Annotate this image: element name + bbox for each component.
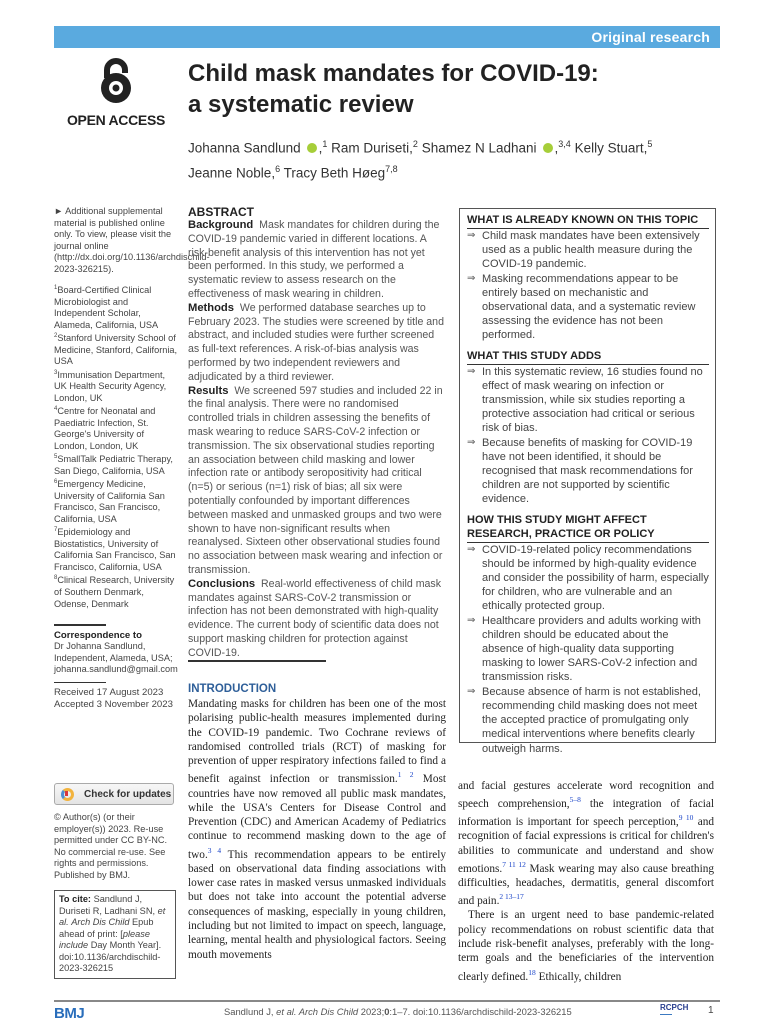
arrow-icon: ⇒: [467, 365, 476, 377]
author[interactable]: Ram Duriseti,: [331, 140, 413, 156]
citation-ref[interactable]: 18: [528, 967, 536, 977]
accepted-date: Accepted 3 November 2023: [54, 699, 173, 710]
key-messages-heading: WHAT IS ALREADY KNOWN ON THIS TOPIC: [467, 213, 709, 229]
divider: [54, 682, 106, 684]
affiliation: $^1$Board-Certified Clinical Microbiologist and Independent Scholar, Alameda, California, USA: [54, 285, 159, 330]
key-message-item: ⇒ Because absence of harm is not established, recommending child masking does not meet the accepted practice of promulgating only medical interventions where benefits clearly outweigh harms.: [467, 685, 701, 755]
author-list: Johanna Sandlund ,$^1$ Ram Duriseti,$^2$ Shamez N Ladhani ,$^{3,4}$ Kelly Stuart,$^5$ Jeanne Noble,$^6$ Tracy Beth Høeg$^{7,8}$: [188, 139, 653, 180]
correspondence-heading: Correspondence to: [54, 629, 142, 641]
citation-ref[interactable]: 7 11 12: [502, 860, 526, 870]
body-paragraph: Mandating masks for children has been one of the most polarising public-health measures implemented during the COVID-19 pandemic. Two Cochrane reviews of randomised controlled trials (RCT) of masking for prevention of upper respiratory infections failed to find a benefit against infection or transmission.$^{1 2}$ Most countries have now removed all public mask mandates, while the USA's Centers for Disease Control and Prevention (CDC) and American Academy of Pediatrics continue to recommend masking down to the age of two.$^{3 4}$ This recommendation appears to be entirely based on observational data finding associations with lower case rates in masked versus unmasked individuals but does not take into account the potential adverse consequences of masking, especially in young children, including but not limited to impact on speech, language, learning, mental health and physiological factors. Seeing mouth movements: [188, 698, 447, 961]
abstract-conclusions: Conclusions Real-world effectiveness of child mask mandates against SARS-CoV-2 transmission or infection has not been demonstrated with high-quality evidence. The current body of scientific data does not support masking children for protection against COVID-19.: [188, 577, 442, 659]
arrow-icon: ⇒: [467, 230, 476, 241]
affiliation: $^4$Centre for Neonatal and Paediatric Infection, St. George's University of London, London, UK: [54, 406, 156, 451]
abstract-heading: ABSTRACT: [188, 205, 254, 219]
citation-ref[interactable]: 1 2: [397, 770, 414, 780]
correspondence-org: Independent, Alameda, USA;: [54, 652, 173, 663]
citation-ref[interactable]: 2 13–17: [499, 892, 524, 902]
citation-ref[interactable]: 9 10: [678, 813, 694, 823]
author[interactable]: Tracy Beth Høeg: [283, 165, 386, 180]
supplemental-note[interactable]: ► Additional supplemental material is published online only. To view, please visit the journal online (http://dx.doi.org/10.1136/archdischild-2023-326215).: [54, 206, 210, 274]
abstract: [188, 205, 446, 661]
correspondence-name: Dr Johanna Sandlund,: [54, 641, 146, 651]
open-access-label: OPEN ACCESS: [66, 112, 166, 128]
orcid-icon[interactable]: [543, 143, 553, 153]
received-date: Received 17 August 2023: [54, 687, 164, 698]
author[interactable]: Shamez N Ladhani: [421, 140, 537, 156]
page-number: 1: [708, 1005, 714, 1016]
copyright-notice: © Author(s) (or their employer(s)) 2023. Re-use permitted under CC BY-NC. No commercial re-use. See rights and permissions. Published by BMJ.: [54, 812, 168, 880]
author[interactable]: Jeanne Noble,: [188, 165, 276, 180]
citation-ref[interactable]: 3 4: [207, 845, 222, 855]
article-sidebar: [54, 206, 210, 711]
arrow-icon: ⇒: [467, 436, 476, 448]
body-column-1: [188, 697, 446, 962]
affiliation: $^5$SmallTalk Pediatric Therapy, San Diego, California, USA: [54, 454, 173, 476]
arrow-icon: ⇒: [467, 272, 476, 284]
bmj-logo: BMJ: [54, 1005, 85, 1022]
key-message-item: ⇒ Healthcare providers and adults working with children should be educated about the absence of high-quality data supporting masking to lower SARS-CoV-2 infection and transmission risks.: [467, 614, 701, 684]
key-message-item: ⇒ Child mask mandates have been extensively used as a public health measure during the COVID-19 pandemic.: [467, 230, 700, 271]
section-label: Original research: [591, 29, 710, 45]
key-message-item: ⇒ Because benefits of masking for COVID-19 have not been identified, it should be recognised that mask recommendations for children are not supported by scientific evidence.: [467, 436, 693, 506]
introduction-heading: INTRODUCTION: [188, 683, 277, 695]
arrow-icon: ⇒: [467, 614, 476, 626]
correspondence-email[interactable]: johanna.sandlund@gmail.com: [54, 664, 178, 674]
divider: [54, 624, 106, 626]
key-message-item: ⇒ COVID-19-related policy recommendations should be informed by high-quality evidence and consider the possibility of harm, especially for children, who are vulnerable and an ethically protected group.: [467, 543, 709, 613]
arrow-icon: ⇒: [467, 685, 476, 697]
affiliation: $^2$Stanford University School of Medicine, Stanford, California, USA: [54, 333, 178, 367]
author[interactable]: Kelly Stuart,: [574, 140, 648, 156]
abstract-methods: Methods We performed database searches up to February 2023. The studies were screened by title and abstract, and included studies were further screened as full-text references. A risk-of-bias analysis was performed by two independent reviewers and adjudicated by a third reviewer.: [188, 301, 444, 383]
body-paragraph: There is an urgent need to base pandemic-related policy recommendations on robust scientific data that include risk-benefit analyses, preferably with the long-term goals and the beneficiaries of the intervention clearly defined.$^{18}$ Ethically, children: [458, 909, 714, 983]
key-message-item: ⇒ In this systematic review, 16 studies found no effect of mask wearing on infection or transmission, while six studies reporting a protective association had critical or serious risk of bias.: [467, 365, 703, 435]
check-for-updates-button[interactable]: Check for updates: [54, 783, 174, 805]
abstract-background: Background Mask mandates for children during the COVID-19 pandemic varied in different locations. A risk-benefit analysis of this intervention has not yet been performed. In this study, we performed a systematic review to assess research on the effectiveness of mask wearing in children.: [188, 219, 440, 300]
open-access-lock-icon: [97, 58, 135, 104]
footer-citation: Sandlund J, et al. Arch Dis Child 2023;0:1–7. doi:10.1136/archdischild-2023-326215: [224, 1006, 572, 1017]
orcid-icon[interactable]: [307, 143, 317, 153]
key-messages-heading: WHAT THIS STUDY ADDS: [467, 349, 709, 365]
affiliation: $^8$Clinical Research, University of Southern Denmark, Odense, Denmark: [54, 575, 175, 609]
open-access-logo: [54, 58, 178, 128]
divider: [188, 660, 326, 662]
body-column-2: [458, 779, 714, 984]
affiliation: $^7$Epidemiology and Biostatistics, University of California San Francisco, San Francisco, California, USA: [54, 527, 176, 572]
affiliation: $^3$Immunisation Department, UK Health Security Agency, London, UK: [54, 369, 167, 403]
affiliation: $^6$Emergency Medicine, University of California San Francisco, San Francisco, California, USA: [54, 479, 165, 524]
rcpch-logo: RCPCH ▬▬▬▬: [660, 1003, 689, 1016]
crossmark-icon: [61, 788, 74, 801]
abstract-results: Results We screened 597 studies and included 22 in the final analysis. There were no randomised controlled trials in children assessing the benefits of mask wearing to reduce SARS-CoV-2 infection or transmission. The six observational studies reporting an association between child masking and lower infection rate or antibody seropositivity had critical (n=5) or serious (n=1) risk of bias; all six were potentially confounded by important differences between masked and unmasked groups and two were shown to have non-significant results when reanalysed. Sixteen other observational studies found no association between mask wearing and infection or transmission.: [188, 384, 443, 576]
section-banner: [54, 26, 720, 48]
key-message-item: ⇒ Masking recommendations appear to be entirely based on mechanistic and observational data, and a systematic review assessing the evidence has not been performed.: [467, 272, 696, 342]
key-messages-box: [459, 208, 716, 755]
citation-ref[interactable]: 5–8: [569, 795, 581, 805]
key-messages-heading: HOW THIS STUDY MIGHT AFFECT RESEARCH, PRACTICE OR POLICY: [467, 513, 709, 543]
arrow-icon: ⇒: [467, 543, 476, 555]
body-paragraph: and facial gestures accelerate word recognition and speech comprehension,$^{5-8}$ the integration of facial information is important for speech perception,$^{9 10}$ and recognition of facial expressions is critical for children's abilities to communicate and understand and show emotions.$^{7 11 12}$ Mask wearing may also cause breathing difficulties, headaches, dermatitis, general discomfort and pain.$^{2 13-17}$: [458, 780, 715, 908]
article-title: Child mask mandates for COVID-19: a systematic review: [188, 60, 599, 118]
author[interactable]: Johanna Sandlund: [188, 140, 301, 156]
citation-box: To cite: Sandlund J, Duriseti R, Ladhani SN, et al. Arch Dis Child Epub ahead of print: [please include Day Month Year]. doi:10.1136/archdischild-2023-326215: [54, 890, 176, 979]
footer-divider: [54, 1000, 720, 1002]
